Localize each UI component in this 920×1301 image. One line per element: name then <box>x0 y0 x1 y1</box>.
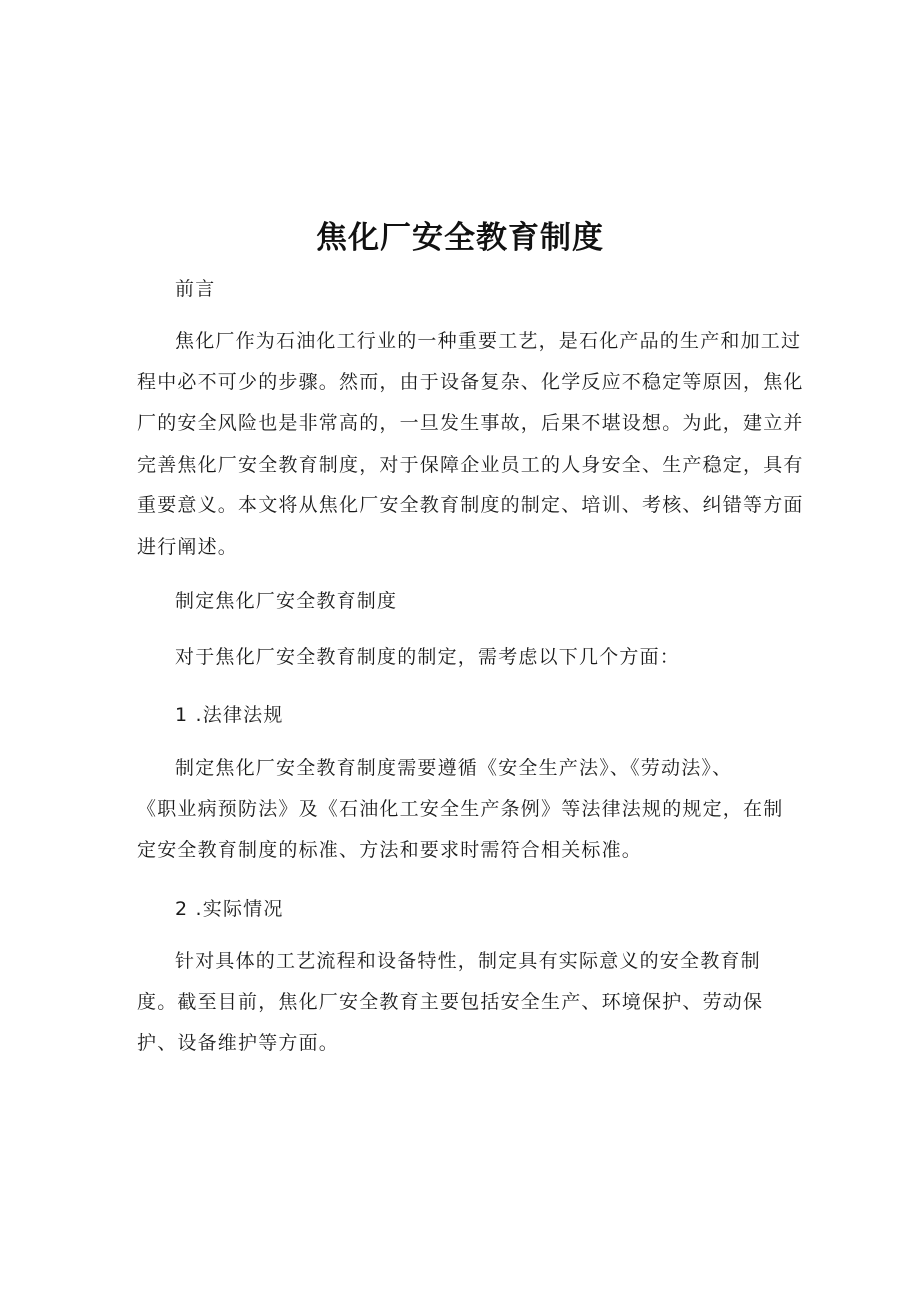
preface-line-1: 焦化厂作为石油化工行业的一种重要工艺，是石化产品的生产和加工过 <box>175 330 802 352</box>
section-1-heading: 制定焦化厂安全教育制度 <box>175 590 398 612</box>
item-1-line-1: 制定焦化厂安全教育制度需要遵循《安全生产法》、《劳动法》、 <box>175 757 733 779</box>
preface-line-2: 程中必不可少的步骤。然而，由于设备复杂、化学反应不稳定等原因，焦化 <box>137 371 804 393</box>
preface-heading: 前言 <box>175 278 216 300</box>
item-2-line-3: 护、设备维护等方面。 <box>137 1032 340 1054</box>
preface-line-5: 重要意义。本文将从焦化厂安全教育制度的制定、培训、考核、纠错等方面 <box>137 494 804 516</box>
item-2-line-1: 针对具体的工艺流程和设备特性，制定具有实际意义的安全教育制 <box>175 950 761 972</box>
item-2-line-2: 度。截至目前，焦化厂安全教育主要包括安全生产、环境保护、劳动保 <box>137 991 764 1013</box>
preface-line-4: 完善焦化厂安全教育制度，对于保障企业员工的人身安全、生产稳定，具有 <box>137 454 804 476</box>
preface-line-3: 厂的安全风险也是非常高的，一旦发生事故，后果不堪设想。为此，建立并 <box>137 412 804 434</box>
item-1-heading: 1 .法律法规 <box>175 704 284 726</box>
section-1-intro: 对于焦化厂安全教育制度的制定，需考虑以下几个方面： <box>175 646 681 668</box>
document-title: 焦化厂安全教育制度 <box>316 220 604 256</box>
preface-line-6: 进行阐述。 <box>137 536 239 558</box>
item-1-line-2: 《职业病预防法》及《石油化工安全生产条例》等法律法规的规定，在制 <box>137 798 784 820</box>
item-2-heading: 2 .实际情况 <box>175 898 284 920</box>
item-1-line-3: 定安全教育制度的标准、方法和要求时需符合相关标准。 <box>137 839 643 861</box>
